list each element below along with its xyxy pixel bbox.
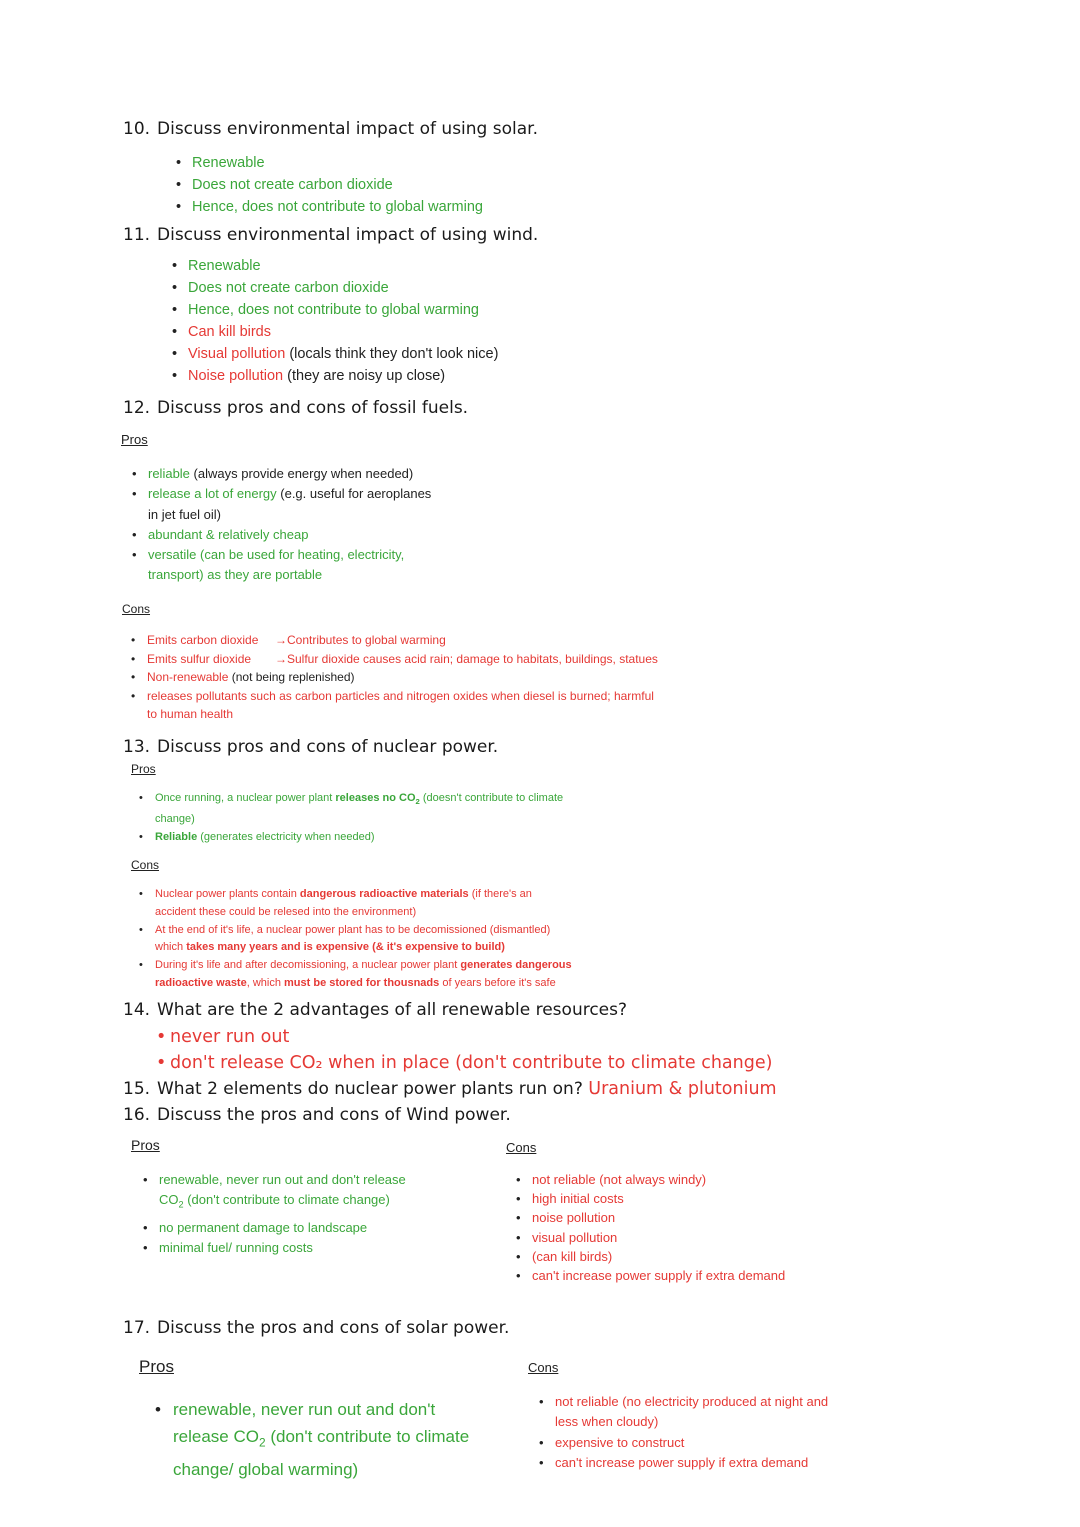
question-number: 15. — [123, 1079, 151, 1099]
list-item: • During it's life and after decomissioning, a nuclear power plant generates dangerous radioactive waste, which must be stored for thousnads of years before it's safe — [139, 957, 572, 993]
list-item: • Once running, a nuclear power plant releases no $CO_2$ (doesn't contribute to climate change) — [139, 790, 563, 829]
question-number: 12. — [123, 398, 151, 418]
question-11 — [123, 225, 538, 245]
list-item: • renewable, never run out and don't release $CO_2$ (don't contribute to climate change) — [143, 1170, 406, 1215]
question-number: 11. — [123, 225, 151, 245]
list-item: • high initial costs — [516, 1189, 785, 1208]
question-text: What are the 2 advantages of all renewable resources? — [157, 1000, 628, 1020]
cons-heading: Cons — [122, 602, 151, 616]
list-item: • no permanent damage to landscape — [143, 1218, 406, 1238]
q13-pros-list — [139, 790, 563, 847]
question-10 — [123, 119, 538, 139]
q12-cons-list — [131, 631, 658, 724]
list-item: • Hence, does not contribute to global warming — [172, 299, 498, 321]
list-item: • releases pollutants such as carbon particles and nitrogen oxides when diesel is burned; harmful to human health — [131, 687, 658, 724]
cons-heading: Cons — [528, 1360, 559, 1375]
q17-pros-list — [155, 1396, 469, 1483]
question-text: Discuss the pros and cons of Wind power. — [157, 1105, 511, 1125]
list-item: • reliable (always provide energy when needed) — [132, 464, 431, 484]
question-number: 16. — [123, 1105, 151, 1125]
list-item: • visual pollution — [516, 1228, 785, 1247]
list-item: • Reliable (generates electricity when needed) — [139, 829, 563, 847]
list-item: • never run out — [156, 1024, 772, 1050]
pros-heading: Pros — [131, 1137, 160, 1153]
list-item: • minimal fuel/ running costs — [143, 1238, 406, 1258]
question-17 — [123, 1318, 509, 1338]
list-item: • can't increase power supply if extra demand — [539, 1453, 828, 1473]
question-number: 14. — [123, 1000, 151, 1020]
cons-heading: Cons — [131, 858, 160, 872]
list-item: • Renewable — [172, 255, 498, 277]
question-text: Discuss environmental impact of using solar. — [157, 119, 538, 139]
question-text: Discuss pros and cons of nuclear power. — [157, 737, 499, 757]
list-item: • expensive to construct — [539, 1433, 828, 1453]
pros-heading: Pros — [121, 432, 148, 447]
list-item: • Hence, does not contribute to global warming — [176, 196, 483, 218]
list-item: • Can kill birds — [172, 321, 498, 343]
list-item: • Emits sulfur dioxide →Sulfur dioxide causes acid rain; damage to habitats, buildings, statues — [131, 650, 658, 669]
list-item: • Renewable — [176, 152, 483, 174]
question-13 — [123, 737, 498, 757]
list-item: • Does not create carbon dioxide — [176, 174, 483, 196]
q16-pros-list — [143, 1170, 406, 1259]
list-item: • can't increase power supply if extra demand — [516, 1266, 785, 1285]
q10-list — [176, 152, 483, 218]
list-item: • (can kill birds) — [516, 1247, 785, 1266]
list-item: • noise pollution — [516, 1208, 785, 1227]
list-item: • versatile (can be used for heating, electricity, transport) as they are portable — [132, 545, 431, 586]
question-16 — [123, 1105, 511, 1125]
list-item: • release a lot of energy (e.g. useful for aeroplanes in jet fuel oil) — [132, 484, 431, 525]
list-item: • Noise pollution (they are noisy up close) — [172, 365, 498, 387]
q13-cons-list — [139, 886, 572, 993]
list-item: • don't release CO₂ when in place (don't contribute to climate change) — [156, 1050, 772, 1076]
question-15 — [123, 1079, 777, 1099]
list-item: • not reliable (not always windy) — [516, 1170, 785, 1189]
list-item: • renewable, never run out and don't release $CO_2$ (don't contribute to climate change/ global warming) — [155, 1396, 469, 1483]
question-text: Discuss the pros and cons of solar power. — [157, 1318, 510, 1338]
pros-heading: Pros — [139, 1357, 174, 1376]
q11-list — [172, 255, 498, 387]
list-item: • Emits carbon dioxide →Contributes to global warming — [131, 631, 658, 650]
question-number: 17. — [123, 1318, 151, 1338]
list-item: • not reliable (no electricity produced at night and less when cloudy) — [539, 1392, 828, 1433]
question-14 — [123, 1000, 627, 1020]
q16-cons-list — [516, 1170, 785, 1285]
pros-heading: Pros — [131, 762, 156, 776]
question-12 — [123, 398, 468, 418]
list-item: • Nuclear power plants contain dangerous radioactive materials (if there's an accident these could be relesed into the environment) — [139, 886, 572, 922]
question-text: Discuss environmental impact of using wind. — [157, 225, 539, 245]
list-item: • Visual pollution (locals think they don't look nice) — [172, 343, 498, 365]
question-number: 10. — [123, 119, 151, 139]
q17-cons-list — [539, 1392, 828, 1473]
cons-heading: Cons — [506, 1140, 537, 1155]
list-item: • Non-renewable (not being replenished) — [131, 668, 658, 687]
q14-answer-list — [156, 1024, 772, 1076]
list-item: • abundant & relatively cheap — [132, 525, 431, 545]
list-item: • At the end of it's life, a nuclear power plant has to be decomissioned (dismantled) which takes many years and is expensive (& it's expensive to build) — [139, 922, 572, 958]
list-item: • Does not create carbon dioxide — [172, 277, 498, 299]
question-text: What 2 elements do nuclear power plants run on? — [157, 1079, 583, 1099]
q12-pros-list — [132, 464, 431, 586]
question-text: Discuss pros and cons of fossil fuels. — [157, 398, 469, 418]
question-number: 13. — [123, 737, 151, 757]
answer-text: Uranium & plutonium — [588, 1079, 777, 1099]
